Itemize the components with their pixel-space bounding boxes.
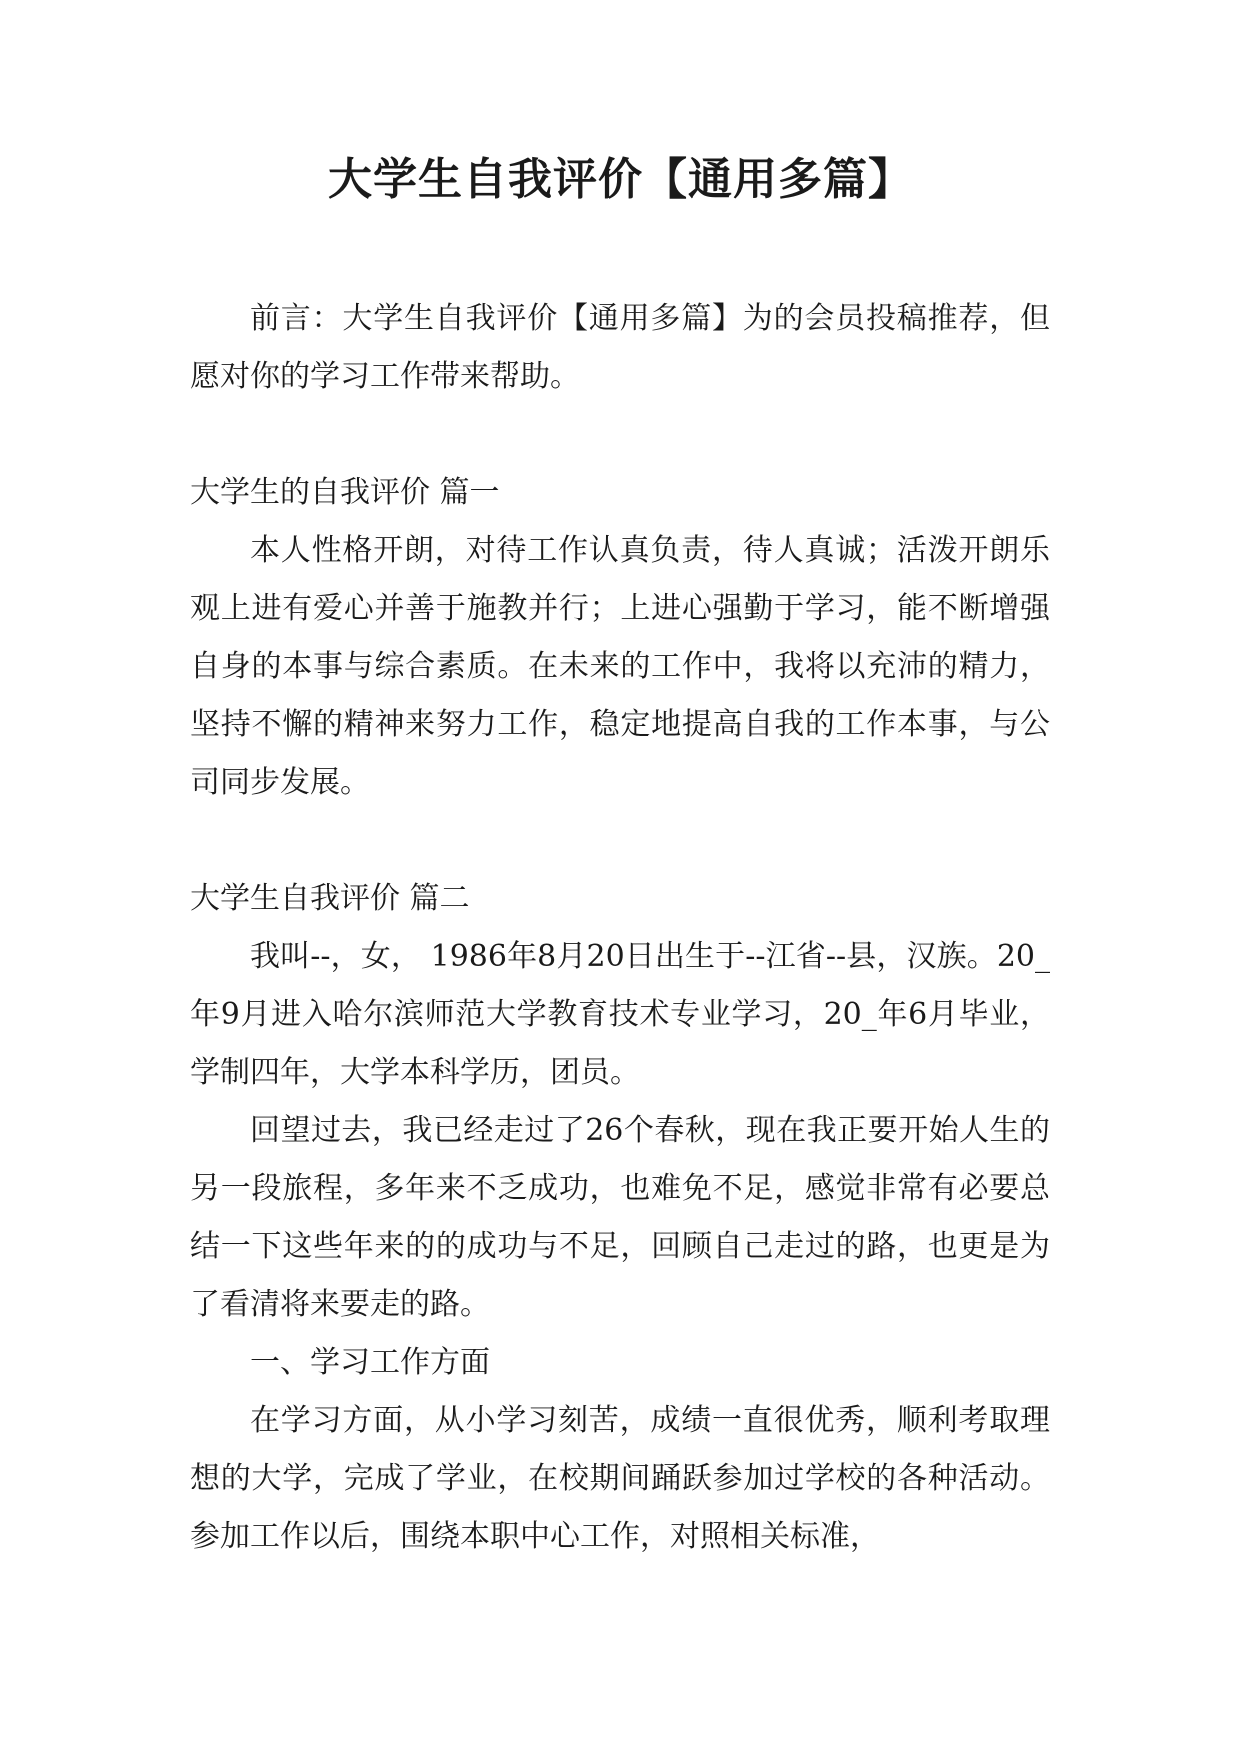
document-body [190, 290, 1050, 1566]
spacer [190, 406, 1050, 464]
document-title: 大学生自我评价【通用多篇】 [328, 154, 913, 205]
preface-paragraph: 前言：大学生自我评价【通用多篇】为的会员投稿推荐，但愿对你的学习工作带来帮助。 [190, 301, 1050, 394]
section2-paragraph: 在学习方面，从小学习刻苦，成绩一直很优秀，顺利考取理想的大学，完成了学业，在校期间踊跃参加过学校的各种活动。参加工作以后，围绕本职中心工作，对照相关标准， [190, 1403, 1050, 1554]
section2-paragraph: 我叫--，女， 1986年8月20日出生于--江省--县，汉族。20_年9月进入哈尔滨师范大学教育技术专业学习，20_年6月毕业，学制四年，大学本科学历，团员。 [190, 939, 1050, 1090]
subsection-heading: 一、学习工作方面 [250, 1345, 490, 1380]
section1-paragraph: 本人性格开朗，对待工作认真负责，待人真诚；活泼开朗乐观上进有爱心并善于施教并行；上进心强勤于学习，能不断增强自身的本事与综合素质。在未来的工作中，我将以充沛的精力，坚持不懈的精神来努力工作，稳定地提高自我的工作本事，与公司同步发展。 [190, 533, 1050, 800]
section-heading-2: 大学生自我评价 篇二 [190, 881, 470, 916]
spacer [190, 812, 1050, 870]
section2-paragraph: 回望过去，我已经走过了26个春秋，现在我正要开始人生的另一段旅程，多年来不乏成功，也难免不足，感觉非常有必要总结一下这些年来的的成功与不足，回顾自己走过的路，也更是为了看清将来要走的路。 [190, 1113, 1050, 1322]
section-heading-1: 大学生的自我评价 篇一 [190, 475, 500, 510]
